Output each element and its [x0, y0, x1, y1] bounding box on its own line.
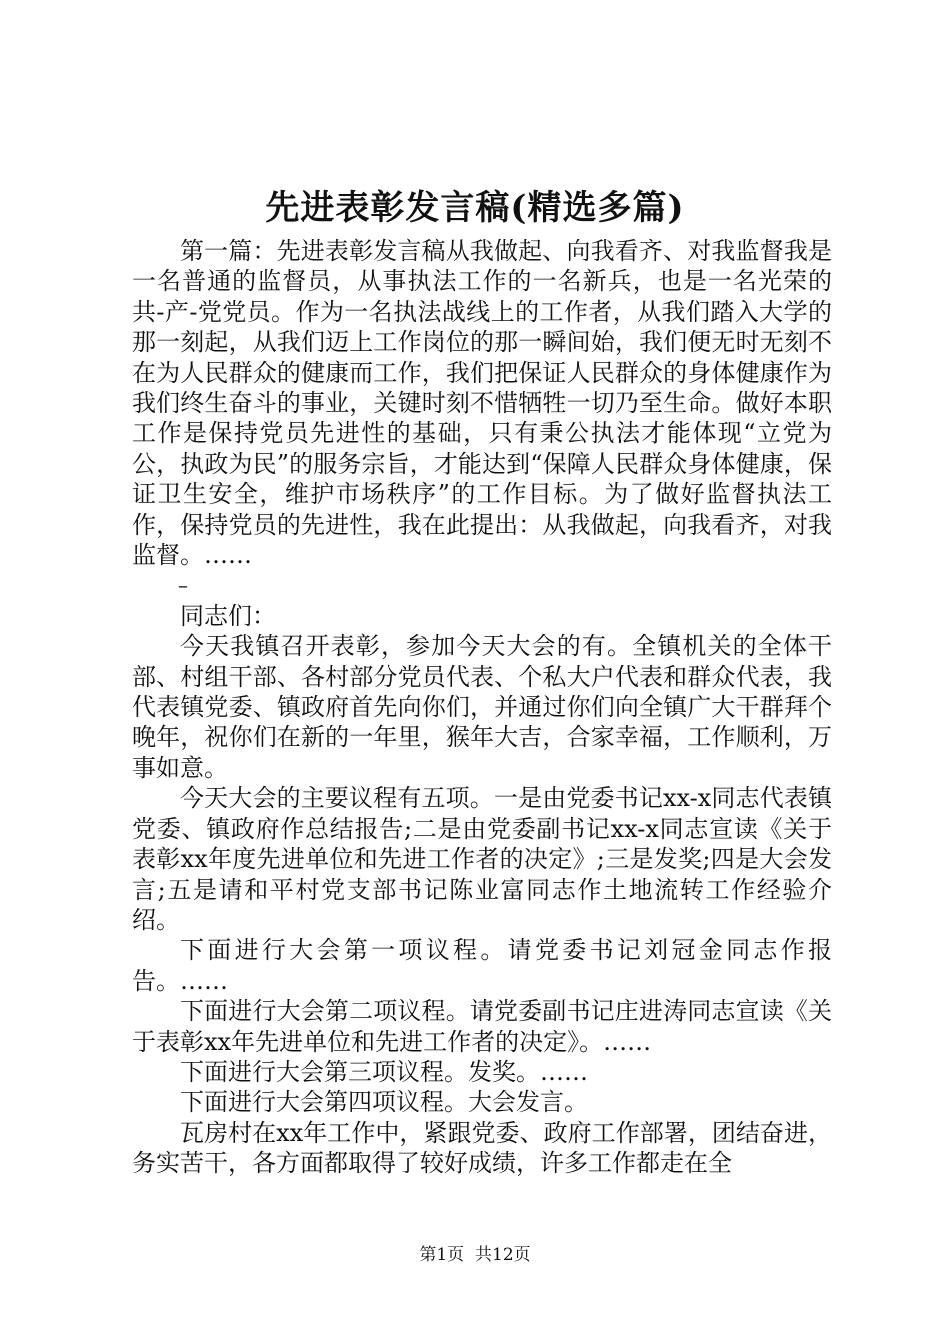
paragraph-3: 今天大会的主要议程有五项。一是由党委书记xx-x同志代表镇党委、镇政府作总结报告;二是由党委副书记xx-x同志宣读《关于表彰xx年度先进单位和先进工作者的决定》;三是发奖;四是大会发言;五是请和平村党支部书记陈业富同志作土地流转工作经验介绍。 [132, 784, 832, 934]
paragraph-1: 第一篇：先进表彰发言稿从我做起、向我看齐、对我监督我是一名普通的监督员，从事执法工作的一名新兵，也是一名光荣的共-产-党党员。作为一名执法战线上的工作者，从我们踏入大学的那一刻起，从我们迈上工作岗位的那一瞬间始，我们便无时无刻不在为人民群众的健康而工作，我们把保证人民群众的身体健康作为我们终生奋斗的事业，关键时刻不惜牺牲一切乃至生命。做好本职工作是保持党员先进性的基础，只有秉公执法才能体现“立党为公，执政为民”的服务宗旨，才能达到“保障人民群众身体健康，保证卫生安全，维护市场秩序”的工作目标。为了做好监督执法工作，保持党员的先进性，我在此提出：从我做起，向我看齐，对我监督。…… [132, 237, 832, 570]
document-title: 先进表彰发言稿(精选多篇) [265, 188, 685, 228]
page-current: 第1页 [419, 1245, 465, 1265]
paragraph-greeting: 同志们： [180, 601, 276, 630]
separator-mark: – [178, 573, 188, 598]
paragraph-8: 瓦房村在xx年工作中，紧跟党委、政府工作部署，团结奋进，务实苦干，各方面都取得了较好成绩，许多工作都走在全 [132, 1118, 832, 1178]
document-body [132, 236, 832, 1179]
page-total: 共12页 [475, 1245, 531, 1265]
paragraph-2: 今天我镇召开表彰，参加今天大会的有。全镇机关的全体干部、村组干部、各村部分党员代表、个私大户代表和群众代表，我代表镇党委、镇政府首先向你们，并通过你们向全镇广大干群拜个晚年，祝你们在新的一年里，猴年大吉，合家幸福，工作顺利，万事如意。 [132, 632, 832, 782]
paragraph-4: 下面进行大会第一项议程。请党委书记刘冠金同志作报告。…… [132, 936, 832, 995]
paragraph-7: 下面进行大会第四项议程。大会发言。 [180, 1088, 588, 1117]
page-footer [0, 1243, 950, 1267]
paragraph-6: 下面进行大会第三项议程。发奖。…… [180, 1057, 588, 1086]
paragraph-5: 下面进行大会第二项议程。请党委副书记庄进涛同志宣读《关于表彰xx年先进单位和先进工作者的决定》。…… [132, 997, 832, 1056]
